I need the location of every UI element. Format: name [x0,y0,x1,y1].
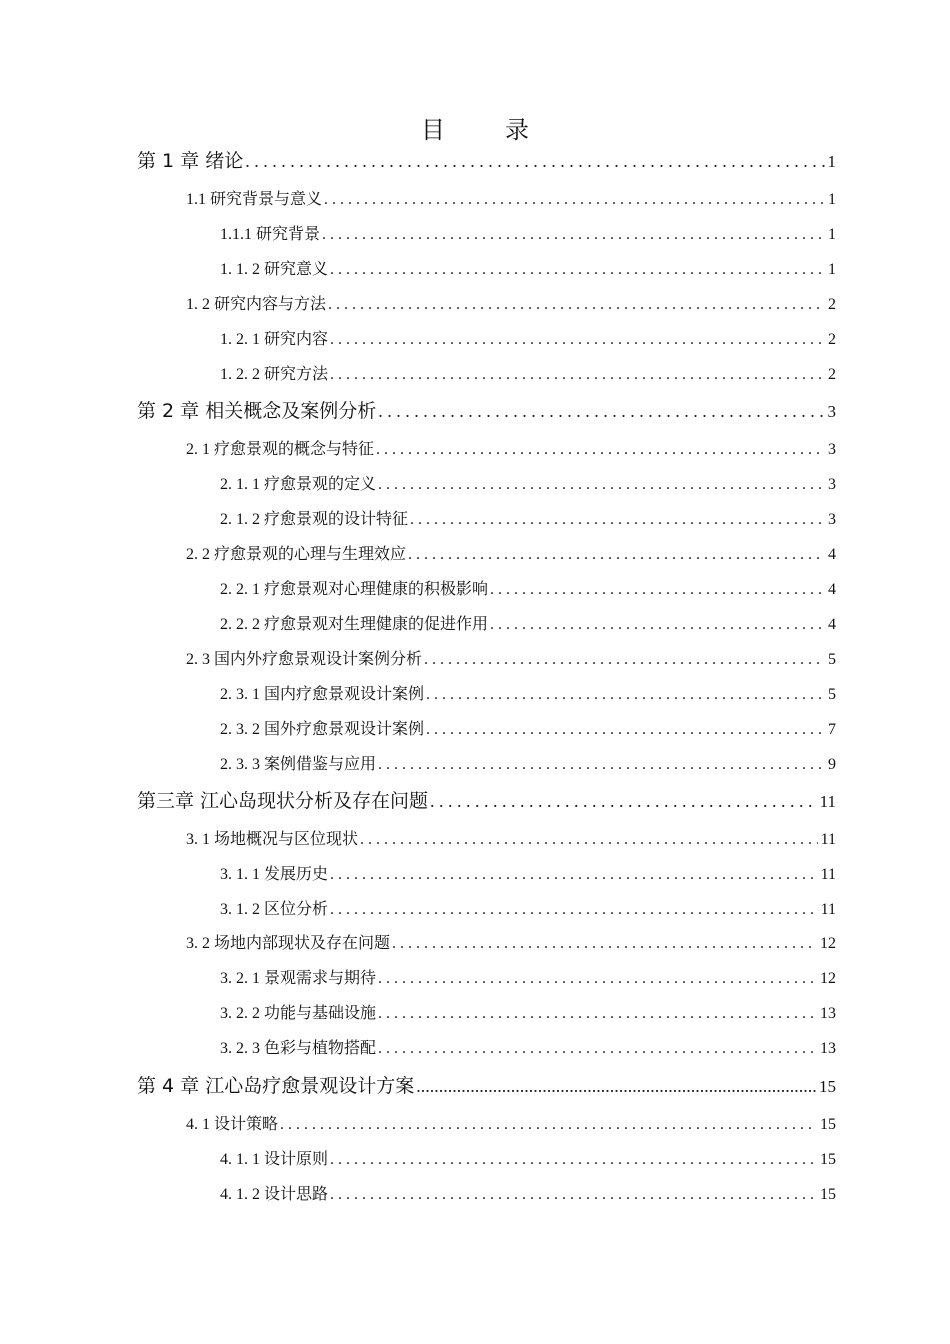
toc-entry[interactable] [220,471,836,494]
toc-entry-label: 1. 2. 2 研究方法 [220,366,329,383]
toc-entry[interactable] [220,1181,836,1204]
dot-leader [490,581,825,599]
dot-leader [360,831,818,849]
toc-entry[interactable] [220,965,836,988]
toc-entry-label: 4. 1. 2 设计思路 [220,1186,329,1203]
toc-entry-page: 3 [828,441,836,458]
toc-entry-label: 3. 2. 2 功能与基础设施 [220,1005,377,1022]
toc-entry-label: 1. 2 研究内容与方法 [186,296,327,313]
dot-leader [408,546,825,564]
toc-entry[interactable] [137,146,836,173]
toc-entry-label: 2. 2. 2 疗愈景观对生理健康的促进作用 [220,616,489,633]
dot-leader [322,226,825,244]
dot-leader [424,651,825,669]
toc-entry-page: 1 [828,261,836,278]
dot-leader [328,296,825,314]
toc-entry[interactable] [186,826,836,849]
toc-entry-page: 5 [828,651,836,668]
toc-entry-page: 11 [820,901,836,918]
toc-entry-page: 15 [820,1186,836,1203]
dot-leader [330,261,825,279]
toc-entry-label: 4. 1. 1 设计原则 [220,1151,329,1168]
toc-entry-label: 1. 2. 1 研究内容 [220,331,329,348]
toc-entry-label: 2. 1. 2 疗愈景观的设计特征 [220,511,409,528]
dot-leader [245,151,824,172]
dot-leader [410,511,825,529]
toc-entry[interactable] [186,1111,836,1134]
toc-entry-label: 2. 1. 1 疗愈景观的定义 [220,476,377,493]
dot-leader [330,866,818,884]
toc-entry-label: 第三章 江心岛现状分析及存在问题 [137,790,429,812]
toc-entry-label: 3. 2 场地内部现状及存在问题 [186,935,391,952]
toc-entry-page: 2 [828,366,836,383]
toc-entry-page: 2 [828,296,836,313]
toc-entry[interactable] [220,221,836,244]
toc-entry-label: 2. 3. 2 国外疗愈景观设计案例 [220,721,425,738]
toc-entry-label: 第 2 章 相关概念及案例分析 [137,400,377,422]
toc-entry[interactable] [220,1146,836,1169]
toc-entry-page: 11 [820,866,836,883]
dot-leader [490,616,825,634]
dot-leader [426,721,825,739]
toc-entry[interactable] [220,326,836,349]
toc-entry-page: 12 [820,935,836,952]
toc-entry[interactable] [220,716,836,739]
toc-entry[interactable] [137,1071,836,1098]
dot-leader [392,935,817,953]
toc-entry[interactable] [220,896,836,919]
toc-entry-page: 4 [828,581,836,598]
toc-entry[interactable] [186,930,836,953]
toc-entry-label: 3. 1. 1 发展历史 [220,866,329,883]
toc-entry[interactable] [220,576,836,599]
toc-entry[interactable] [220,1035,836,1058]
toc-entry[interactable] [220,506,836,529]
toc-entry[interactable] [220,861,836,884]
toc-entry-page: 15 [820,1151,836,1168]
toc-entry-page: 11 [819,792,836,811]
toc-entry-page: 13 [820,1040,836,1057]
toc-entry-page: 3 [827,402,836,421]
toc-entry-page: 3 [828,511,836,528]
dot-leader [378,756,825,774]
toc-entry[interactable] [220,256,836,279]
toc-entry-label: 1.1 研究背景与意义 [186,191,323,208]
toc-entry-page: 1 [828,191,836,208]
dot-leader [330,1151,817,1169]
toc-entry[interactable] [186,291,836,314]
toc-entry-label: 2. 2 疗愈景观的心理与生理效应 [186,546,407,563]
dot-leader [430,791,817,812]
toc-entry-page: 13 [820,1005,836,1022]
toc-entry-page: 12 [820,970,836,987]
dot-leader [324,191,825,209]
toc-entry[interactable] [220,1000,836,1023]
toc-entry-label: 3. 1 场地概况与区位现状 [186,831,359,848]
toc-entry-page: 15 [819,1077,836,1096]
toc-entry-label: 3. 2. 1 景观需求与期待 [220,970,377,987]
toc-entry-label: 1.1.1 研究背景 [220,226,321,243]
toc-entry-label: 3. 2. 3 色彩与植物搭配 [220,1040,377,1057]
toc-entry-label: 4. 1 设计策略 [186,1116,279,1133]
toc-entry[interactable] [220,681,836,704]
toc-entry-page: 5 [828,686,836,703]
dot-leader [376,441,825,459]
dot-leader [416,1076,816,1097]
toc-entry[interactable] [186,186,836,209]
dot-leader [378,1040,817,1058]
toc-entry-label: 2. 3. 1 国内疗愈景观设计案例 [220,686,425,703]
toc-entry[interactable] [186,646,836,669]
toc-entry-page: 1 [828,226,836,243]
dot-leader [378,1005,817,1023]
toc-entry[interactable] [220,611,836,634]
toc-entry-page: 1 [827,152,836,171]
toc-entry[interactable] [137,786,836,813]
toc-entry[interactable] [220,361,836,384]
toc-entry-label: 第 1 章 绪论 [137,150,244,172]
toc-entry-page: 3 [828,476,836,493]
toc-entry-label: 2. 2. 1 疗愈景观对心理健康的积极影响 [220,581,489,598]
toc-entry-page: 7 [828,721,836,738]
toc-entry-page: 2 [828,331,836,348]
dot-leader [378,476,825,494]
toc-entry-label: 1. 1. 2 研究意义 [220,261,329,278]
toc-entry-page: 9 [828,756,836,773]
dot-leader [280,1116,817,1134]
toc-entry-page: 15 [820,1116,836,1133]
dot-leader [330,901,818,919]
toc-entry-page: 11 [820,831,836,848]
toc-entry[interactable] [186,436,836,459]
toc-entry-label: 2. 1 疗愈景观的概念与特征 [186,441,375,458]
toc-entry[interactable] [137,396,836,423]
dot-leader [378,970,817,988]
dot-leader [330,331,825,349]
dot-leader [378,401,824,422]
toc-title: 目 录 [421,116,547,144]
toc-entry-label: 3. 1. 2 区位分析 [220,901,329,918]
toc-entry[interactable] [186,541,836,564]
toc-entry-label: 第 4 章 江心岛疗愈景观设计方案 [137,1075,415,1097]
dot-leader [330,366,825,384]
toc-entry-page: 4 [828,546,836,563]
toc-entry-label: 2. 3 国内外疗愈景观设计案例分析 [186,651,423,668]
dot-leader [330,1186,817,1204]
toc-entry[interactable] [220,751,836,774]
toc-entry-page: 4 [828,616,836,633]
dot-leader [426,686,825,704]
toc-entry-label: 2. 3. 3 案例借鉴与应用 [220,756,377,773]
